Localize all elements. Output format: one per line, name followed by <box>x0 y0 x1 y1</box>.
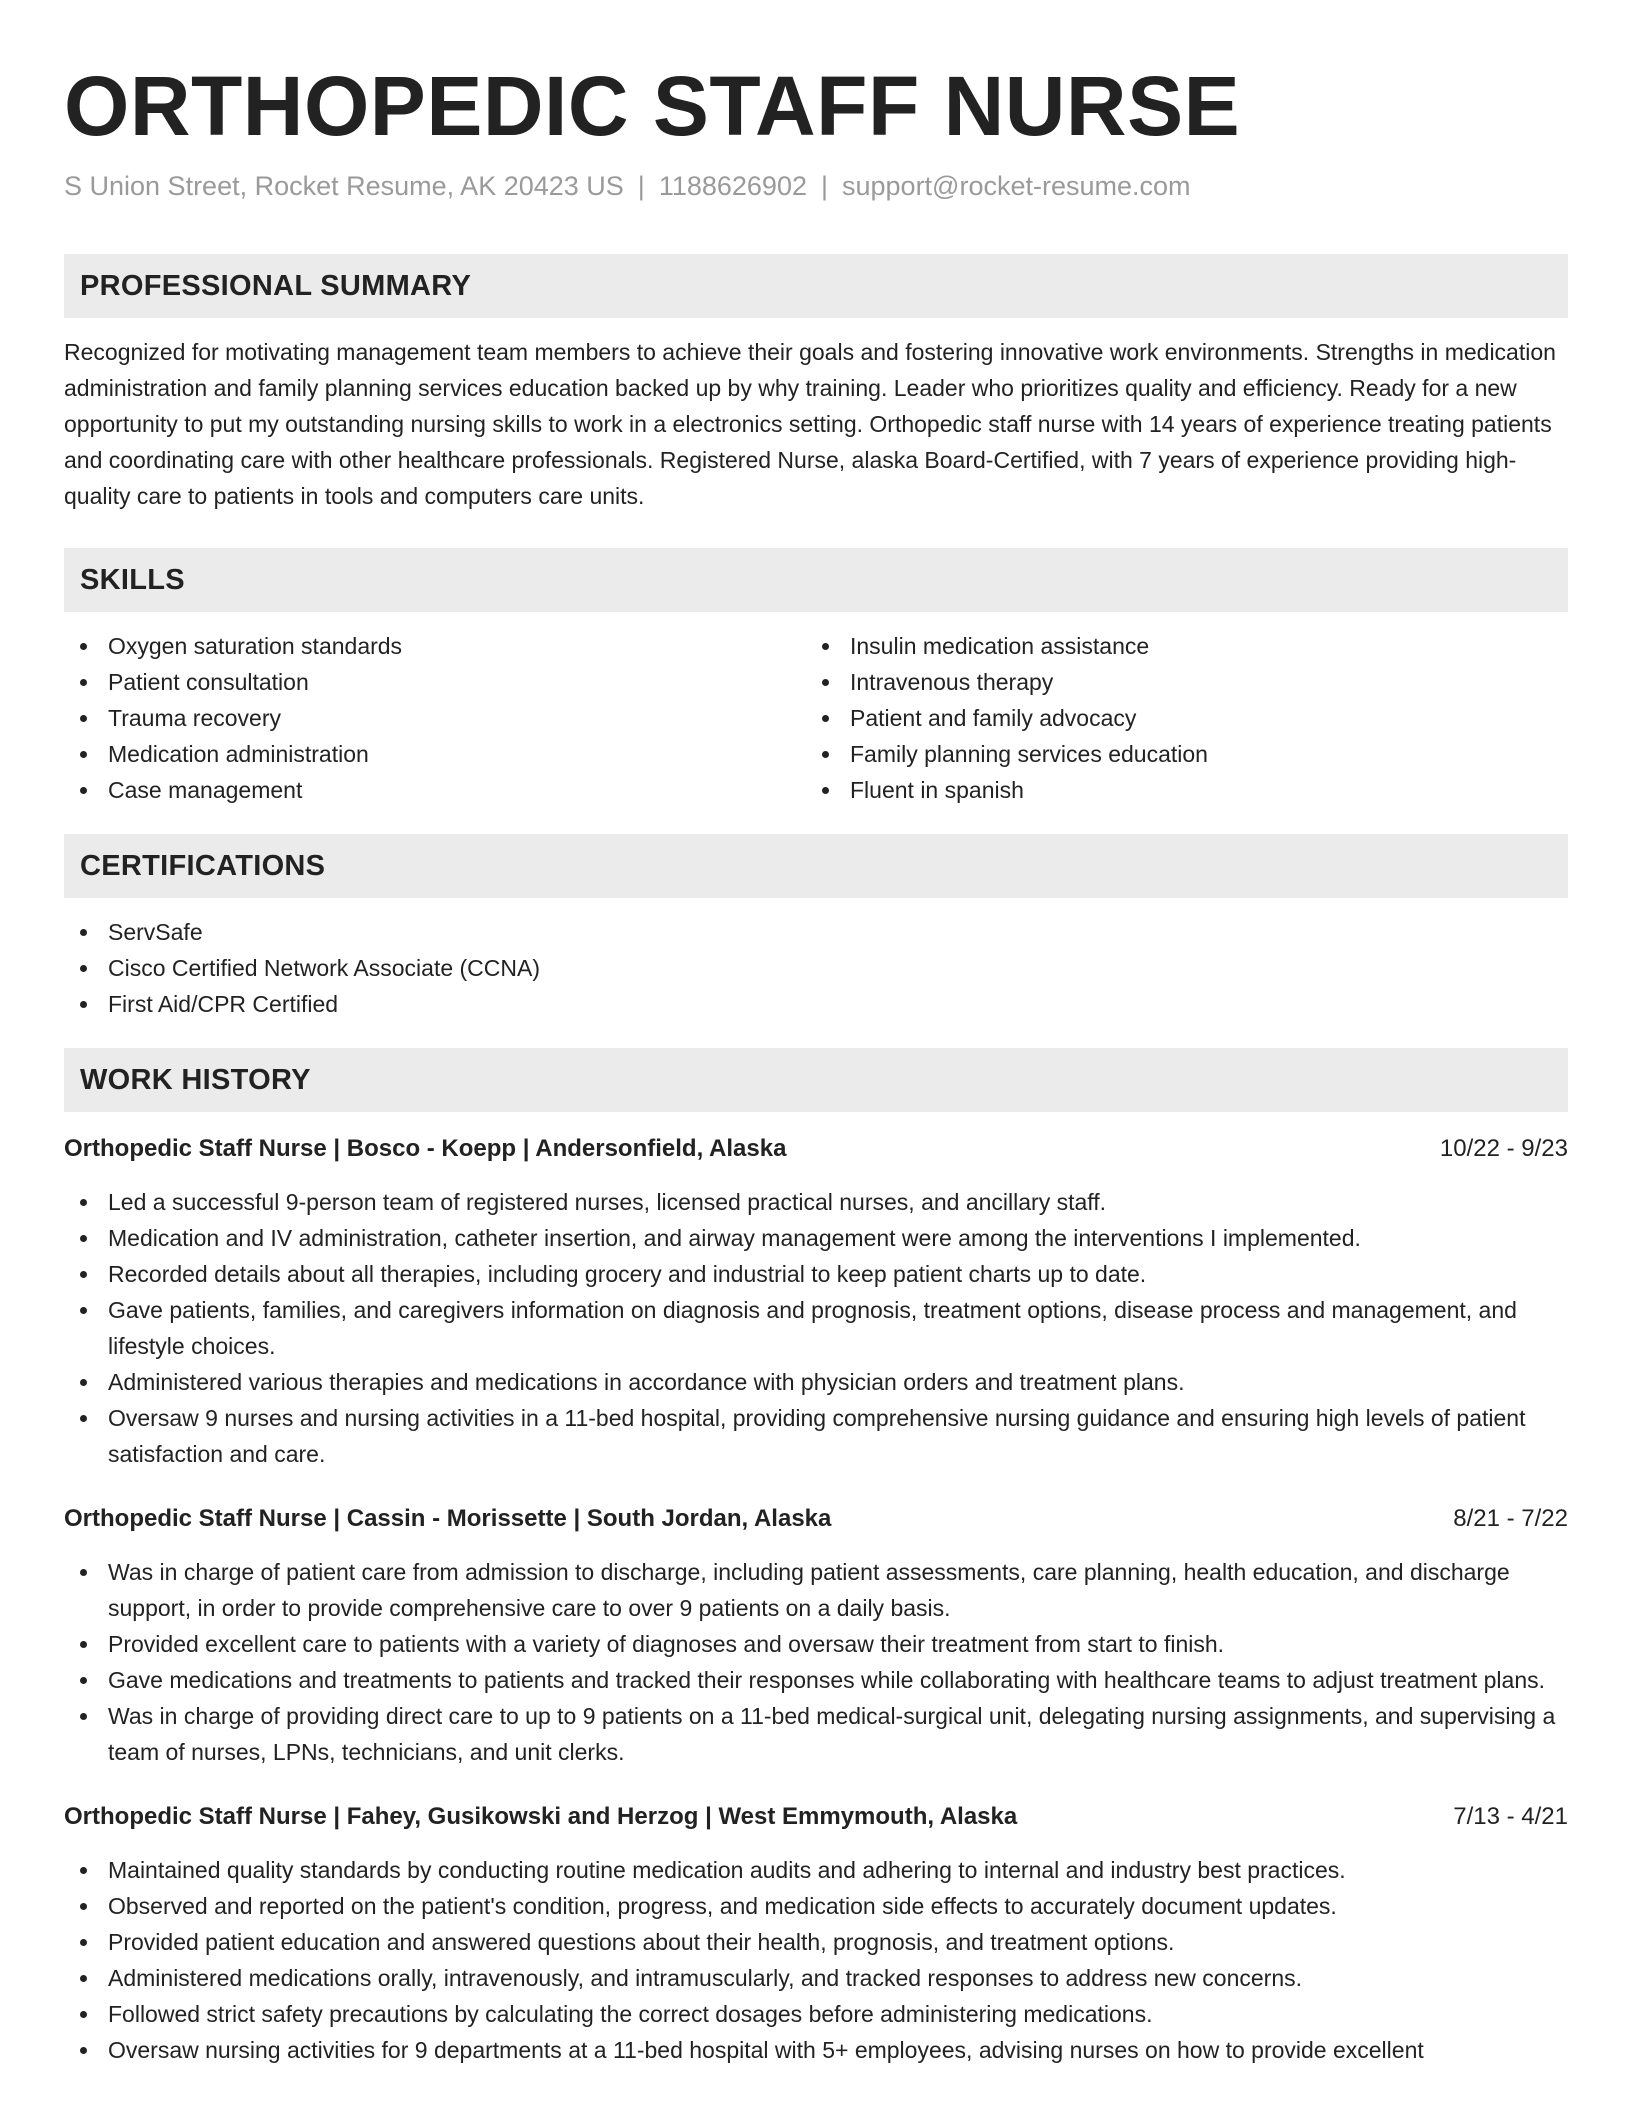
job-bullet: Led a successful 9-person team of registered nurses, licensed practical nurses, and ancillary staff. <box>64 1184 1568 1220</box>
skill-item: Family planning services education <box>806 736 1548 772</box>
job-dates: 10/22 - 9/23 <box>1439 1135 1568 1162</box>
skill-item: Fluent in spanish <box>806 772 1548 808</box>
resume-page <box>64 56 1568 2068</box>
job-bullet: Administered various therapies and medications in accordance with physician orders and treatment plans. <box>64 1364 1568 1400</box>
certification-item: ServSafe <box>64 914 1568 950</box>
job-title: Orthopedic Staff Nurse | Cassin - Morissette | South Jordan, Alaska <box>64 1505 832 1532</box>
certification-list <box>64 914 1568 1022</box>
job-entry <box>64 1800 1568 2068</box>
skill-item: Case management <box>64 772 806 808</box>
job-bullet: Administered medications orally, intravenously, and intramuscularly, and tracked responses to address new concerns. <box>64 1960 1568 1996</box>
job-bullet-list <box>64 1554 1568 1770</box>
job-bullet: Was in charge of providing direct care to up to 9 patients on a 11-bed medical-surgical unit, delegating nursing assignments, and supervising a team of nurses, LPNs, technicians, and unit clerks. <box>64 1698 1568 1770</box>
certification-item: Cisco Certified Network Associate (CCNA) <box>64 950 1568 986</box>
contact-address: S Union Street, Rocket Resume, AK 20423 US <box>64 171 624 201</box>
contact-line <box>64 168 1568 204</box>
section-header-certifications: CERTIFICATIONS <box>64 834 1568 898</box>
job-header <box>64 1502 1568 1536</box>
job-bullet: Gave medications and treatments to patients and tracked their responses while collaborating with healthcare teams to adjust treatment plans. <box>64 1662 1568 1698</box>
job-bullet-list <box>64 1852 1568 2068</box>
job-bullet: Provided excellent care to patients with a variety of diagnoses and oversaw their treatment from start to finish. <box>64 1626 1568 1662</box>
skill-item: Insulin medication assistance <box>806 628 1548 664</box>
section-header-work-history: WORK HISTORY <box>64 1048 1568 1112</box>
skill-item: Oxygen saturation standards <box>64 628 806 664</box>
skill-item: Patient and family advocacy <box>806 700 1548 736</box>
job-header <box>64 1800 1568 1834</box>
skills-column-left <box>64 628 806 808</box>
contact-separator: | <box>820 171 828 201</box>
contact-separator: | <box>637 171 645 201</box>
job-bullet: Recorded details about all therapies, including grocery and industrial to keep patient charts up to date. <box>64 1256 1568 1292</box>
job-bullet: Maintained quality standards by conducting routine medication audits and adhering to internal and industry best practices. <box>64 1852 1568 1888</box>
skill-item: Intravenous therapy <box>806 664 1548 700</box>
job-bullet: Medication and IV administration, catheter insertion, and airway management were among the interventions I implemented. <box>64 1220 1568 1256</box>
job-entry <box>64 1502 1568 1770</box>
job-bullet: Oversaw nursing activities for 9 departments at a 11-bed hospital with 5+ employees, advising nurses on how to provide excellent <box>64 2032 1568 2068</box>
summary-text: Recognized for motivating management team members to achieve their goals and fostering innovative work environments. Strengths in medication administration and family planning services education backed up by why training. Leader who prioritizes quality and efficiency. Ready for a new opportunity to put my outstanding nursing skills to work in a electronics setting. Orthopedic staff nurse with 14 years of experience treating patients and coordinating care with other healthcare professionals. Registered Nurse, alaska Board-Certified, with 7 years of experience providing high-quality care to patients in tools and computers care units. <box>64 339 1556 509</box>
job-title: Orthopedic Staff Nurse | Fahey, Gusikowski and Herzog | West Emmymouth, Alaska <box>64 1803 1018 1830</box>
skill-item: Patient consultation <box>64 664 806 700</box>
job-bullet: Observed and reported on the patient's condition, progress, and medication side effects to accurately document updates. <box>64 1888 1568 1924</box>
job-bullet: Gave patients, families, and caregivers information on diagnosis and prognosis, treatment options, disease process and management, and lifestyle choices. <box>64 1292 1568 1364</box>
job-header <box>64 1132 1568 1166</box>
skills-column-right <box>806 628 1548 808</box>
job-bullet-list <box>64 1184 1568 1472</box>
contact-email: support@rocket-resume.com <box>842 171 1191 201</box>
job-entry <box>64 1132 1568 1472</box>
job-bullet: Provided patient education and answered questions about their health, prognosis, and treatment options. <box>64 1924 1568 1960</box>
job-bullet: Followed strict safety precautions by calculating the correct dosages before administering medications. <box>64 1996 1568 2032</box>
section-header-skills: SKILLS <box>64 548 1568 612</box>
resume-name: ORTHOPEDIC STAFF NURSE <box>64 59 1241 153</box>
job-bullet: Oversaw 9 nurses and nursing activities in a 11-bed hospital, providing comprehensive nursing guidance and ensuring high levels of patient satisfaction and care. <box>64 1400 1568 1472</box>
skills-grid <box>64 628 1568 808</box>
job-bullet: Was in charge of patient care from admission to discharge, including patient assessments, care planning, health education, and discharge support, in order to provide comprehensive care to over 9 patients on a daily basis. <box>64 1554 1568 1626</box>
job-title: Orthopedic Staff Nurse | Bosco - Koepp | Andersonfield, Alaska <box>64 1135 787 1162</box>
certification-item: First Aid/CPR Certified <box>64 986 1568 1022</box>
job-dates: 7/13 - 4/21 <box>1453 1803 1568 1830</box>
skill-item: Medication administration <box>64 736 806 772</box>
contact-phone: 1188626902 <box>658 171 807 201</box>
section-header-summary: PROFESSIONAL SUMMARY <box>64 254 1568 318</box>
job-dates: 8/21 - 7/22 <box>1453 1505 1568 1532</box>
skill-item: Trauma recovery <box>64 700 806 736</box>
